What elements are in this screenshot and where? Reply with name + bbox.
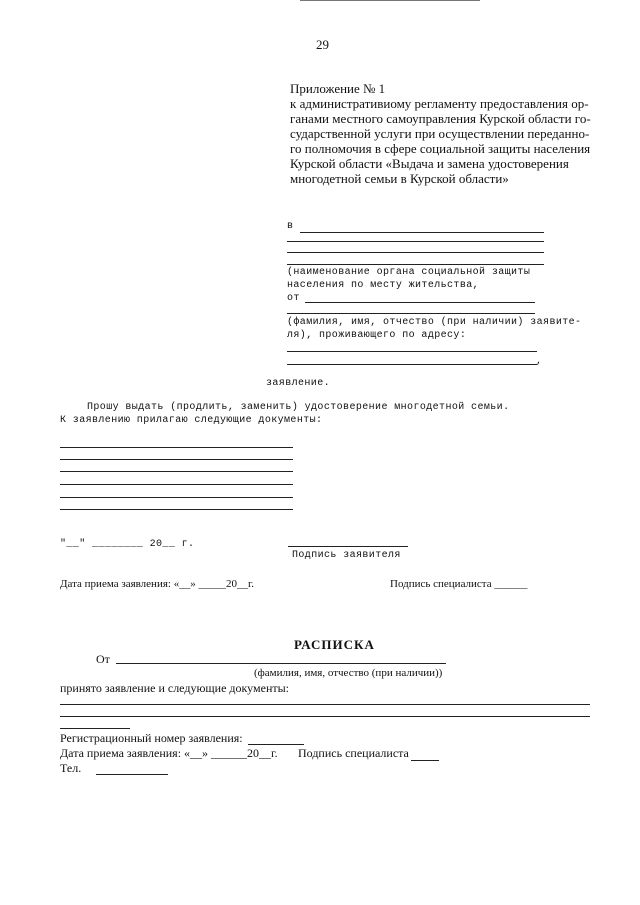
document-line — [60, 484, 293, 485]
applicant-line — [305, 302, 535, 303]
appendix-line: Курской области «Выдача и замена удостоверения — [290, 156, 569, 171]
receipt-document-line — [60, 716, 590, 717]
appendix-line: многодетной семьи в Курской области» — [290, 171, 509, 186]
from-label: от — [287, 293, 300, 304]
address-line — [287, 351, 537, 352]
receipt-tel-label: Тел. — [60, 761, 82, 775]
receipt-specialist-line — [411, 760, 439, 761]
appendix-title: Приложение № 1 — [290, 81, 386, 96]
applicant-line — [287, 313, 535, 314]
receipt-reg-number-line — [248, 744, 304, 745]
recipient-line — [287, 241, 544, 242]
document-line — [60, 471, 293, 472]
receipt-specialist-label: Подпись специалиста — [298, 746, 409, 760]
scan-edge-line — [300, 0, 480, 1]
person-caption: (фамилия, имя, отчество (при наличии) заявите- — [287, 317, 582, 328]
receipt-accepted: принято заявление и следующие документы: — [60, 681, 290, 695]
appendix-line: сударственной услуги при осуществлении переданно- — [290, 126, 590, 141]
org-caption: (наименование органа социальной защиты — [287, 267, 531, 278]
receipt-from-label: От — [96, 652, 110, 666]
document-line — [60, 509, 293, 510]
statement-attach: К заявлению прилагаю следующие документы: — [60, 415, 323, 426]
receipt-document-line — [60, 728, 130, 729]
recipient-line — [287, 264, 544, 265]
applicant-date: "__" ________ 20__ г. — [60, 539, 195, 550]
document-line — [60, 459, 293, 460]
receipt-document-line — [60, 704, 590, 705]
receipt-reg-number-label: Регистрационный номер заявления: — [60, 731, 243, 745]
org-caption: населения по месту жительства, — [287, 280, 480, 291]
receipt-name-line — [116, 663, 446, 664]
signature-line — [288, 546, 408, 547]
recipient-line — [300, 232, 544, 233]
appendix-line: к административиому регламенту предоставления ор- — [290, 96, 589, 111]
statement-request: Прошу выдать (продлить, заменить) удостоверение многодетной семьи. — [87, 402, 510, 413]
signature-caption: Подпись заявителя — [292, 550, 401, 561]
intake-date: Дата приема заявления: «__» _____20__г. — [60, 578, 254, 590]
intake-specialist: Подпись специалиста ______ — [390, 578, 528, 590]
receipt-name-caption: (фамилия, имя, отчество (при наличии)) — [254, 667, 443, 679]
address-comma: , — [536, 356, 543, 367]
recipient-line — [287, 252, 544, 253]
receipt-title: РАСПИСКА — [294, 637, 375, 652]
page-number: 29 — [316, 37, 329, 52]
person-caption: ля), проживающего по адресу: — [287, 330, 467, 341]
to-label: в — [287, 221, 294, 232]
address-line — [287, 364, 537, 365]
receipt-date: Дата приема заявления: «__» ______20__г. — [60, 746, 278, 760]
appendix-line: ганами местного самоуправления Курской области го- — [290, 111, 591, 126]
receipt-tel-line — [96, 774, 168, 775]
document-line — [60, 497, 293, 498]
document-line — [60, 447, 293, 448]
statement-heading: заявление. — [266, 378, 331, 389]
appendix-line: го полномочия в сфере социальной защиты населения — [290, 141, 591, 156]
